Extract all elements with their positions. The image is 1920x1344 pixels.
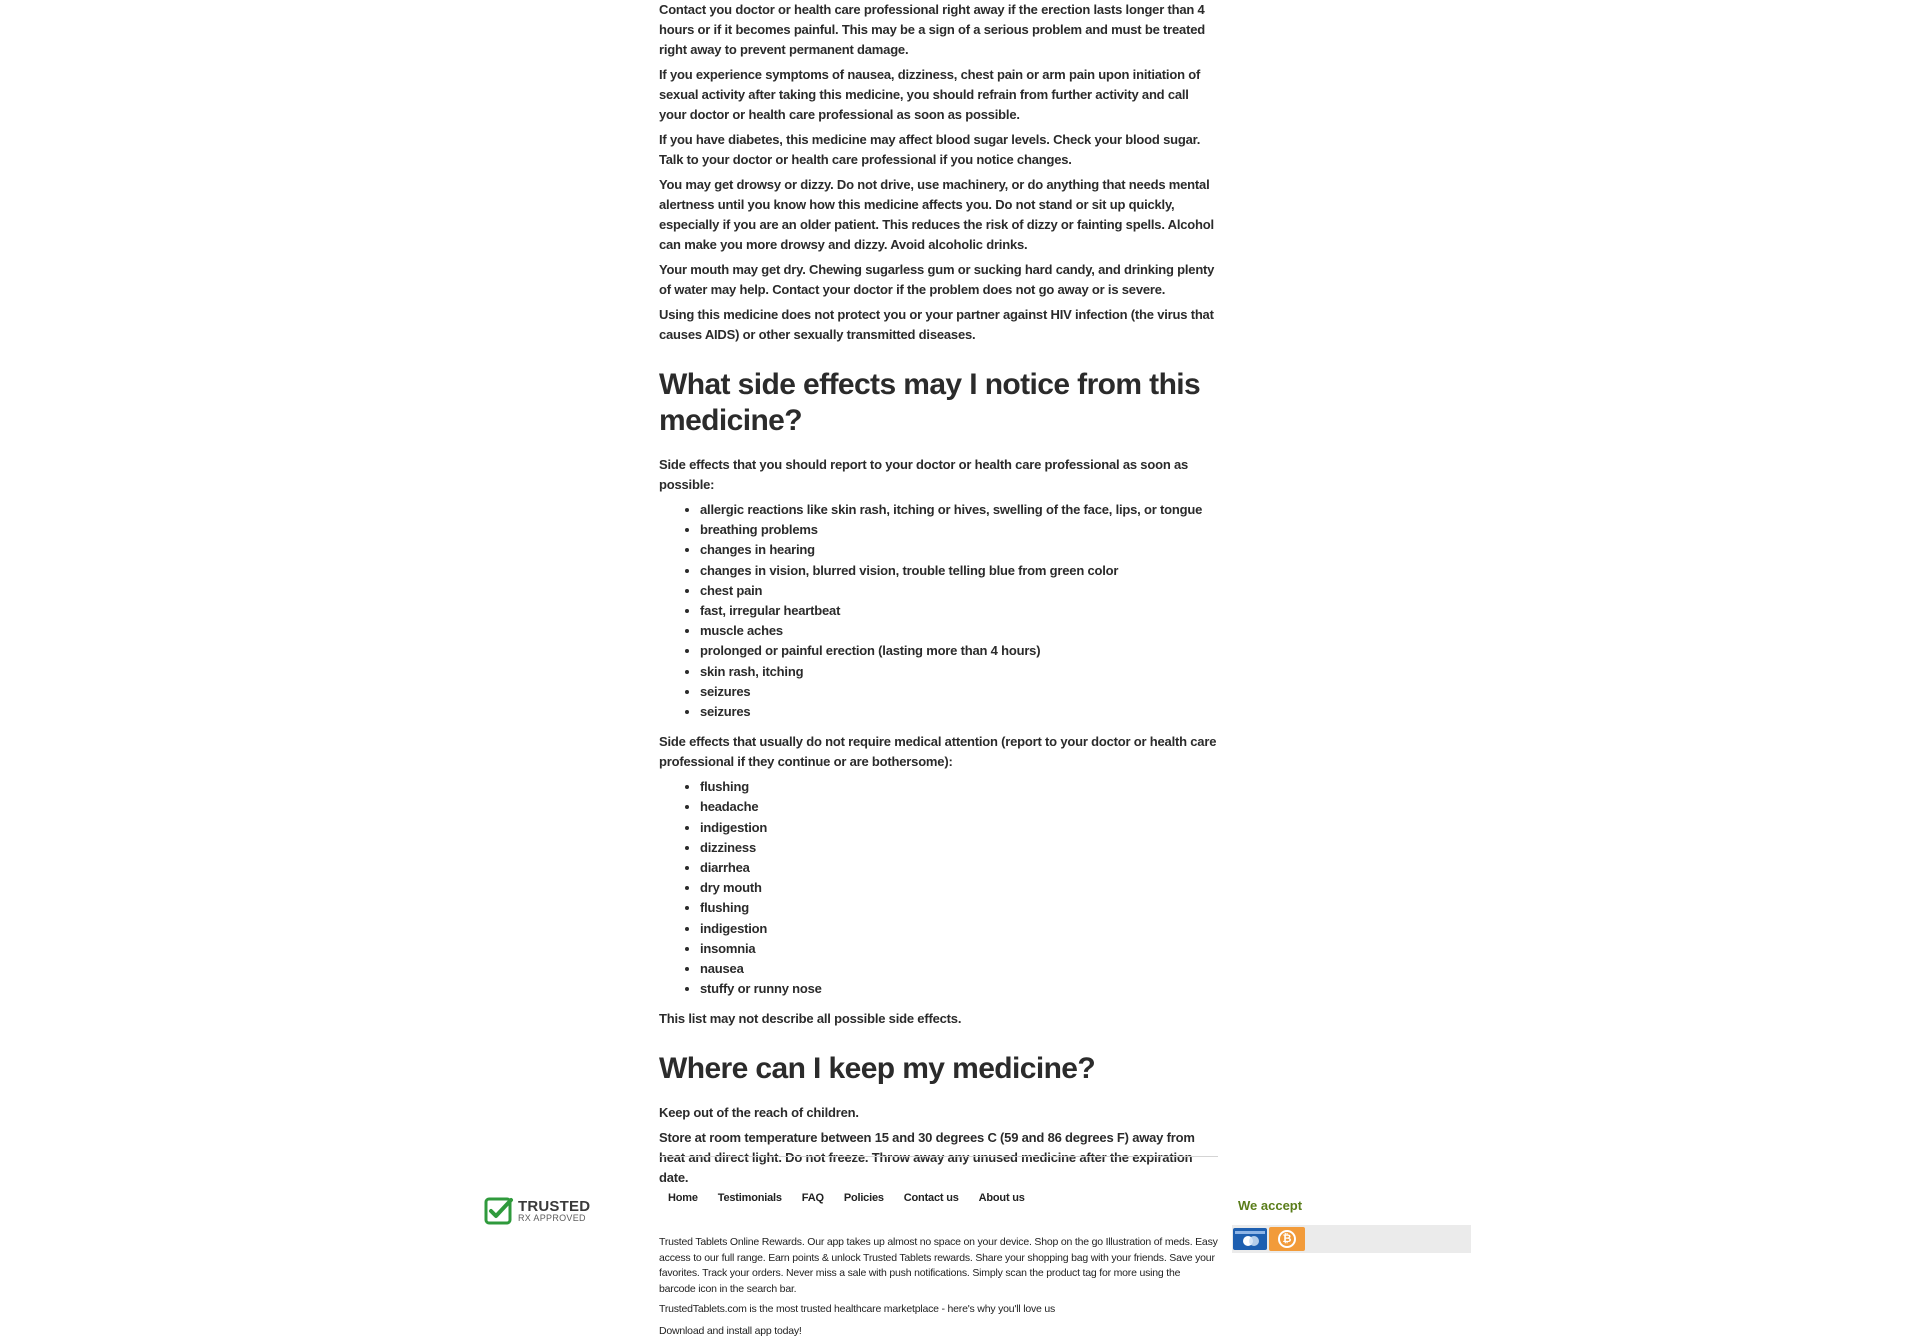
serious-side-effects-list [659, 500, 1219, 722]
list-item: • indigestion [700, 919, 1219, 939]
list-item: • nausea [700, 959, 1219, 979]
list-item: • breathing problems [700, 520, 1219, 540]
list-item: • stuffy or runny nose [700, 979, 1219, 999]
list-item: • muscle aches [700, 621, 1219, 641]
footer-link-home[interactable]: Home [668, 1192, 698, 1204]
list-item: • headache [700, 797, 1219, 817]
list-item: • seizures [700, 702, 1219, 722]
storage-paragraph: Keep out of the reach of children. [659, 1105, 859, 1121]
side-effects-heading: What side effects may I notice from this medicine? [659, 368, 1201, 437]
list-note: This list may not describe all possible side effects. [659, 1011, 962, 1027]
credit-card-icon [1233, 1228, 1267, 1250]
bitcoin-icon: ₿ [1269, 1227, 1305, 1251]
list-item: • changes in vision, blurred vision, trouble telling blue from green color [700, 561, 1219, 581]
logo-line1: TRUSTED [518, 1198, 591, 1215]
intro-paragraph: If you have diabetes, this medicine may affect blood sugar levels. Check your blood sugar. Talk to your doctor or health care professional if you notice changes. [659, 132, 1201, 167]
list-item: • flushing [700, 898, 1219, 918]
list-item: • dry mouth [700, 878, 1219, 898]
storage-paragraph: Store at room temperature between 15 and 30 degrees C (59 and 86 degrees F) away from heat and direct light. Do not freeze. Throw away any unused medicine after the expiration date. [659, 1130, 1195, 1186]
footer-link-policies[interactable]: Policies [843, 1192, 884, 1204]
footer-link-contact[interactable]: Contact us [903, 1192, 959, 1204]
intro-paragraph: If you experience symptoms of nausea, dizziness, chest pain or arm pain upon initiation of sexual activity after taking this medicine, you should refrain from further activity and call your doctor or health care professional as soon as possible. [659, 67, 1201, 122]
payment-methods [1232, 1225, 1471, 1253]
footer-trusted-text: TrustedTablets.com is the most trusted healthcare marketplace - here's why you'll love us [659, 1303, 1056, 1315]
storage-heading: Where can I keep my medicine? [659, 1052, 1096, 1086]
footer-divider [659, 1156, 1218, 1157]
intro-paragraph: You may get drowsy or dizzy. Do not drive, use machinery, or do anything that needs mental alertness until you know how this medicine affects you. Do not stand or sit up quickly, especially if you are an older patient. This reduces the risk of dizzy or fainting spells. Alcohol can make you more drowsy and dizzy. Avoid alcoholic drinks. [659, 177, 1214, 252]
footer-link-about[interactable]: About us [978, 1192, 1025, 1204]
article-content [659, 0, 1219, 1193]
serious-side-effects-intro: Side effects that you should report to your doctor or health care professional as soon as possible: [659, 457, 1189, 492]
intro-paragraph: Using this medicine does not protect you or your partner against HIV infection (the virus that causes AIDS) or other sexually transmitted diseases. [659, 307, 1214, 342]
footer-link-testimonials[interactable]: Testimonials [717, 1192, 782, 1204]
list-item: • flushing [700, 777, 1219, 797]
list-item: • chest pain [700, 581, 1219, 601]
list-item: • indigestion [700, 818, 1219, 838]
trusted-rx-logo[interactable] [484, 1196, 600, 1226]
footer-link-faq[interactable]: FAQ [801, 1192, 824, 1204]
we-accept-heading: We accept [1238, 1198, 1303, 1213]
list-item: • seizures [700, 682, 1219, 702]
list-item: • changes in hearing [700, 540, 1219, 560]
list-item: • prolonged or painful erection (lasting more than 4 hours) [700, 641, 1219, 661]
list-item: • insomnia [700, 939, 1219, 959]
footer-rewards-text: Trusted Tablets Online Rewards. Our app takes up almost no space on your device. Shop on the go Illustration of meds. Easy access to our full range. Earn points & unlock Trusted Tablets rewards. Share your shopping bag with your friends. Save your favorites. Track your orders. Never miss a sale with push notifications. Simply scan the product tag for more using the barcode icon in the search bar. [659, 1236, 1218, 1295]
list-item: • diarrhea [700, 858, 1219, 878]
minor-side-effects-intro: Side effects that usually do not require medical attention (report to your doctor or health care professional if they continue or are bothersome): [659, 734, 1217, 770]
footer-text [659, 1235, 1219, 1344]
intro-paragraph: Your mouth may get dry. Chewing sugarless gum or sucking hard candy, and drinking plenty of water may help. Contact your doctor if the problem does not go away or is severe. [659, 262, 1215, 297]
list-item: • allergic reactions like skin rash, itching or hives, swelling of the face, lips, or tongue [700, 500, 1219, 520]
list-item: • dizziness [700, 838, 1219, 858]
footer-nav [668, 1192, 1045, 1204]
intro-paragraph: Contact you doctor or health care professional right away if the erection lasts longer than 4 hours or if it becomes painful. This may be a sign of a serious problem and must be treated right away to prevent permanent damage. [659, 2, 1205, 57]
footer-download-text: Download and install app today! [659, 1324, 802, 1337]
checkmark-badge-icon [484, 1196, 514, 1226]
list-item: • skin rash, itching [700, 662, 1219, 682]
list-item: • fast, irregular heartbeat [700, 601, 1219, 621]
minor-side-effects-list [659, 777, 1219, 999]
logo-line2: RX APPROVED [518, 1213, 586, 1223]
